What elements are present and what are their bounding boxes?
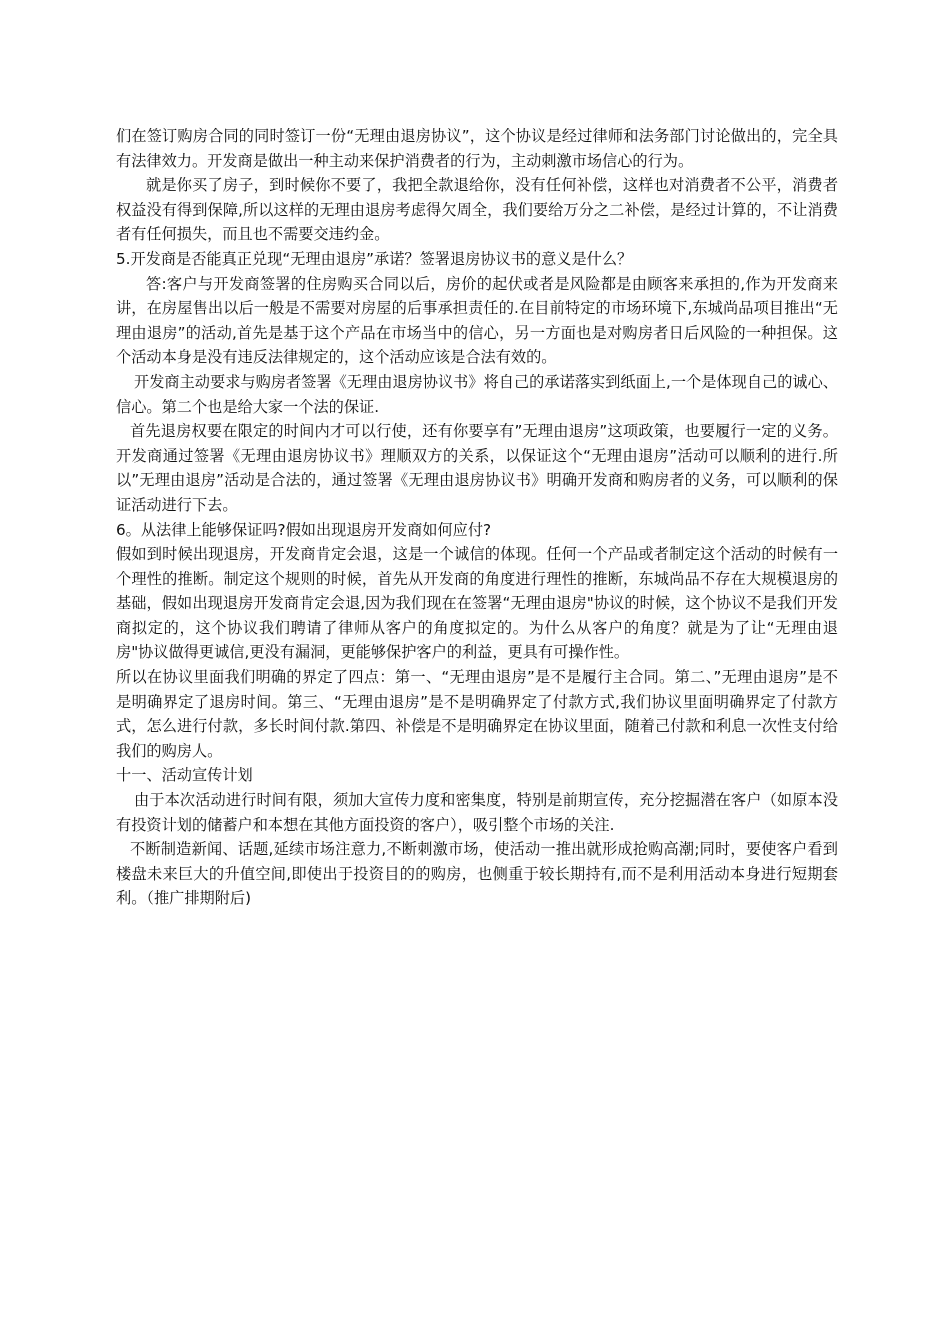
- question-5-heading: 5.开发商是否能真正兑现“无理由退房”承诺？签署退房协议书的意义是什么？: [116, 249, 633, 268]
- document-body: [116, 124, 838, 911]
- paragraph-compensation: 就是你买了房子，到时候你不要了，我把全款退给你，没有任何补偿，这样也对消费者不公平，消费者权益没有得到保障,所以这样的无理由退房考虑得欠周全，我们要给万分之二补偿，是经过计算的，不让消费者有任何损失，而且也不需要交违约金。: [116, 176, 838, 244]
- question-6-heading: 6。从法律上能够保证吗?假如出现退房开发商如何应付?: [116, 520, 492, 539]
- paragraph-answer-6: 假如到时候出现退房，开发商肯定会退，这是一个诚信的体现。任何一个产品或者制定这个活动的时候有一个理性的推断。制定这个规则的时候，首先从开发商的角度进行理性的推断，东城尚品不存在大规模退房的基础，假如出现退房开发商肯定会退,因为我们现在在签署“无理由退房"协议的时候，这个协议不是我们开发商拟定的，这个协议我们聘请了律师从客户的角度拟定的。为什么从客户的角度？就是为了让“无理由退房"协议做得更诚信,更没有漏洞，更能够保护客户的利益，更具有可操作性。: [116, 545, 838, 662]
- paragraph-answer-5: 答:客户与开发商签署的住房购买合同以后，房价的起伏或者是风险都是由顾客来承担的,作为开发商来讲，在房屋售出以后一般是不需要对房屋的后事承担责任的.在目前特定的市场环境下,东城尚品项目推出“无理由退房”的活动,首先是基于这个产品在市场当中的信心，另一方面也是对购房者日后风险的一种担保。这个活动本身是没有违反法律规定的，这个活动应该是合法有效的。: [116, 274, 838, 367]
- paragraph-promotion-news: 不断制造新闻、话题,延续市场注意力,不断刺激市场，使活动一推出就形成抢购高潮;同时，要使客户看到楼盘未来巨大的升值空间,即使出于投资目的的购房，也侧重于较长期持有,而不是利用活动本身进行短期套利。（推广排期附后): [116, 840, 838, 908]
- paragraph-four-points: 所以在协议里面我们明确的界定了四点：第一、“无理由退房”是不是履行主合同。第二、”无理由退房”是不是明确界定了退房时间。第三、“无理由退房”是不是明确界定了付款方式,我们协议里面明确界定了付款方式，怎么进行付款，多长时间付款.第四、补偿是不是明确界定在协议里面，随着己付款和利息一次性支付给我们的购房人。: [116, 668, 838, 760]
- section-11-heading: 十一、活动宣传计划: [116, 766, 253, 785]
- paragraph-agreement-intro: 们在签订购房合同的同时签订一份“无理由退房协议”，这个协议是经过律师和法务部门讨论做出的，完全具有法律效力。开发商是做出一种主动来保护消费者的行为，主动刺激市场信心的行为。: [116, 127, 838, 170]
- paragraph-developer-commitment: 开发商主动要求与购房者签署《无理由退房协议书》将自己的承诺落实到纸面上,一个是体现自己的诚心、信心。第二个也是给大家一个法的保证.: [116, 372, 838, 416]
- paragraph-promotion-intensity: 由于本次活动进行时间有限，须加大宣传力度和密集度，特别是前期宣传，充分挖掘潜在客户（如原本没有投资计划的储蓄户和本想在其他方面投资的客户），吸引整个市场的关注.: [116, 791, 838, 834]
- paragraph-refund-rights: 首先退房权要在限定的时间内才可以行使，还有你要享有”无理由退房”这项政策，也要履行一定的义务。开发商通过签署《无理由退房协议书》理顺双方的关系，以保证这个“无理由退房”活动可以顺利的进行.所以”无理由退房”活动是合法的，通过签署《无理由退房协议书》明确开发商和购房者的义务，可以顺利的保证活动进行下去。: [116, 422, 838, 514]
